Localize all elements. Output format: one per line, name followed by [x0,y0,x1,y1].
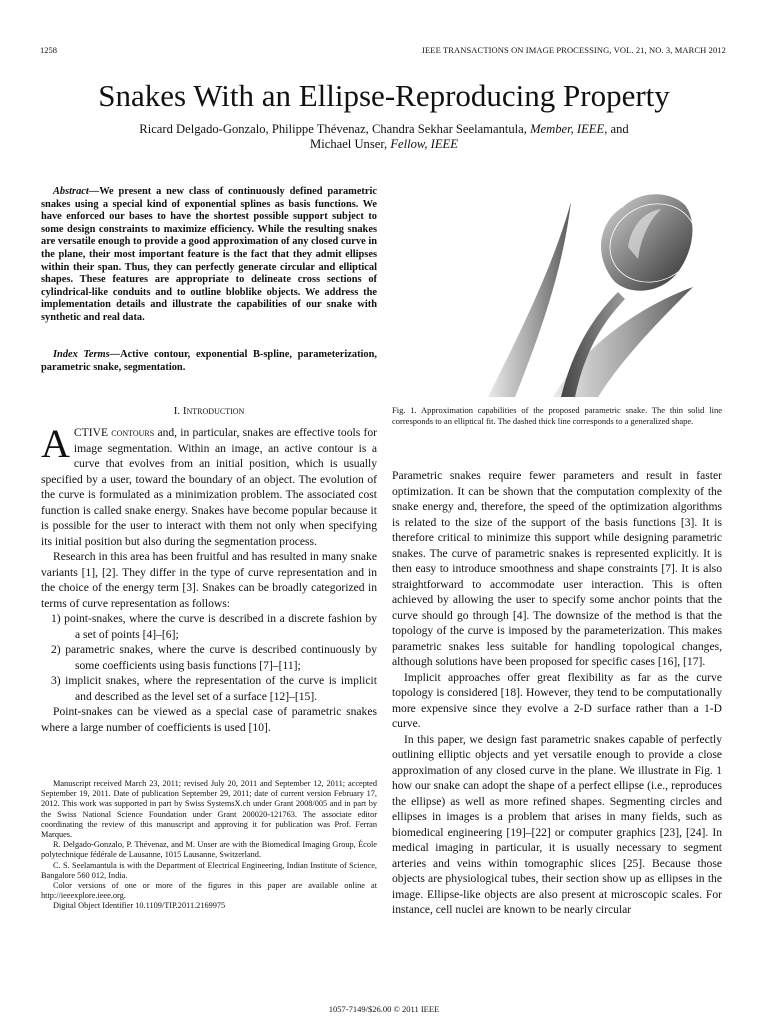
right-paragraph-3: In this paper, we design fast parametric snakes capable of perfectly outlining elliptic objects and yet versatile enough to provide a close approximation of any closed curve in the plane. We illustrate in Fig. 1 how our snake can adopt the shape of a perfect ellipse (i.e., reproduces the ellipse) as well as more refined shapes. Segmenting circles and ellipses in images is a problem that arises in many fields, such as biomedical engineering [19]–[22] or computer graphics [23], [24]. In medical imaging in particular, it is usually necessary to segment arteries and veins within tomographic slices [25]. Because those objects are physiological tubes, their section show up as ellipses in the image. Ellipse-like objects are also present at microscopic scales. For instance, cell nuclei are known to be nearly circular [392,732,722,916]
footnote-paragraph: Manuscript received March 23, 2011; revised July 20, 2011 and September 12, 2011; accepted September 19, 2011. Date of publication September 29, 2011; date of current version February 17, 2012. This work was supported in part by Swiss SystemsX.ch under Grant 2008/005 and in part by the Swiss National Science Foundation under Grant 200020-121763. The associate editor coordinating the review of this manuscript and approving it for publication was Prof. Ferran Marques. [41,779,377,840]
intro-paragraph-2: Research in this area has been fruitful and has resulted in many snake variants [1], [2]. They differ in the type of curve representation and in the choice of the energy term [3]. Snakes can be broadly categorized in terms of curve representation as follows: [41,550,377,610]
author-block [70,122,698,152]
index-terms-label: Index Terms— [53,349,121,360]
running-title: IEEE TRANSACTIONS ON IMAGE PROCESSING, VOL. 21, NO. 3, MARCH 2012 [422,45,726,55]
index-terms [41,349,377,374]
author-names-line1: Ricard Delgado-Gonzalo, Philippe Thévenaz, Chandra Sekhar Seelamantula, [139,122,527,136]
figure-caption: Fig. 1. Approximation capabilities of the proposed parametric snake. The thin solid line corresponds to an elliptical fit. The dashed thick line corresponds to a generalized shape. [392,405,722,426]
author-and: and [610,122,629,136]
drop-cap: A [41,421,70,466]
snake-category-list [41,611,377,704]
list-item: 2) parametric snakes, where the curve is described continuously by some coefficients using basis functions [7]–[11]; [51,643,377,672]
footnote-paragraph: Digital Object Identifier 10.1109/TIP.2011.2169975 [53,901,226,911]
abstract [41,186,377,325]
list-item: 3) implicit snakes, where the representation of the curve is implicit and described as the level set of a surface [12]–[15]. [51,674,377,703]
footnote-paragraph: C. S. Seelamantula is with the Department of Electrical Engineering, Indian Institute of Science, Bangalore 560 012, India. [41,860,377,880]
footnote [41,779,377,912]
intro-body [41,421,377,735]
index-terms-text: Active contour, exponential B-spline, parameterization, parametric snake, segmentation. [41,349,377,373]
tulip-image [393,187,721,397]
abstract-text: We present a new class of continuously defined parametric snakes using a special kind of exponential splines as basis functions. We have enforced our bases to have the shortest possible support subject to some design constraints to maximize efficiency. While the resulting snakes are versatile enough to provide a good approximation of any closed curve in the plane, their most important feature is the fact that they admit ellipses within their span. Thus, they can perfectly generate circular and elliptical shapes. These features are appropriate to delineate cross sections of cylindrical-like conduits and to outline bloblike objects. We address the implementation details and illustrate the capabilities of our snake with synthetic and real data. [41,186,377,323]
intro-p1-text: and, in particular, snakes are effective tools for image segmentation. Within an image, an active contour is a curve that evolves from an initial position, which is usually specified by a user, toward the boundary of an object. The evolution of the curve is formulated as a minimization problem. The associated cost function is called snake energy. Snakes have become popular because it is possible for the user to interact with them not only when specifying its initial position but also during the segmentation process. [41,426,377,548]
intro-paragraph-3: Point-snakes can be viewed as a special case of parametric snakes where a large number of coefficients is used [10]. [41,705,377,734]
list-item: 1) point-snakes, where the curve is described in a discrete fashion by a set of points [4]–[6]; [51,612,377,641]
page-number: 1258 [40,45,57,55]
author-name-line2: Michael Unser, [310,137,388,151]
intro-paragraph-1 [41,421,377,549]
right-column-body [392,468,722,918]
author-affiliation-1: Member, IEEE, [530,122,608,136]
footnote-paragraph: R. Delgado-Gonzalo, P. Thévenaz, and M. Unser are with the Biomedical Imaging Group, École polytechnique fédérale de Lausanne, 1015 Lausanne, Switzerland. [41,840,377,860]
section-title: Introduction [182,405,245,417]
paper-title: Snakes With an Ellipse-Reproducing Property [98,78,670,113]
right-paragraph-2: Implicit approaches offer great flexibility as far as the curve topology is considered [18]. However, they tend to be computationally more expensive since they evolve a 2-D surface rather than a 1-D curve. [392,670,722,730]
footnote-paragraph: Color versions of one or more of the figures in this paper are available online at http://ieeexplore.ieee.org. [41,881,377,901]
intro-first-words: CTIVE contours [73,426,155,439]
leaf-left [488,202,571,397]
section-heading [41,405,377,417]
abstract-label: Abstract— [53,186,100,197]
section-number: I. [173,405,181,417]
author-affiliation-2: Fellow, IEEE [390,137,458,151]
copyright-line: 1057-7149/$26.00 © 2011 IEEE [328,1004,440,1014]
right-paragraph-1: Parametric snakes require fewer parameters and result in faster optimization. It can be shown that the computation complexity of the snake energy and, therefore, the speed of the optimization algorithms is related to the size of the support of the basis functions [3]. It is therefore critical to minimize this support while designing parametric snakes. The curve of parametric snakes is represented explicitly. It is then easy to introduce smoothness and shape constraints [7]. It is also straightforward to accommodate user interaction. This is often achieved by allowing the user to specify some anchor points that the curve should go through [4]. The downsize of the method is that the topology of the curve is imposed by the parameterization. This makes parametric snakes less suitable for handling topological changes, although solutions have been proposed for specific cases [16], [17]. [392,469,722,668]
figure-tulip [393,187,721,397]
